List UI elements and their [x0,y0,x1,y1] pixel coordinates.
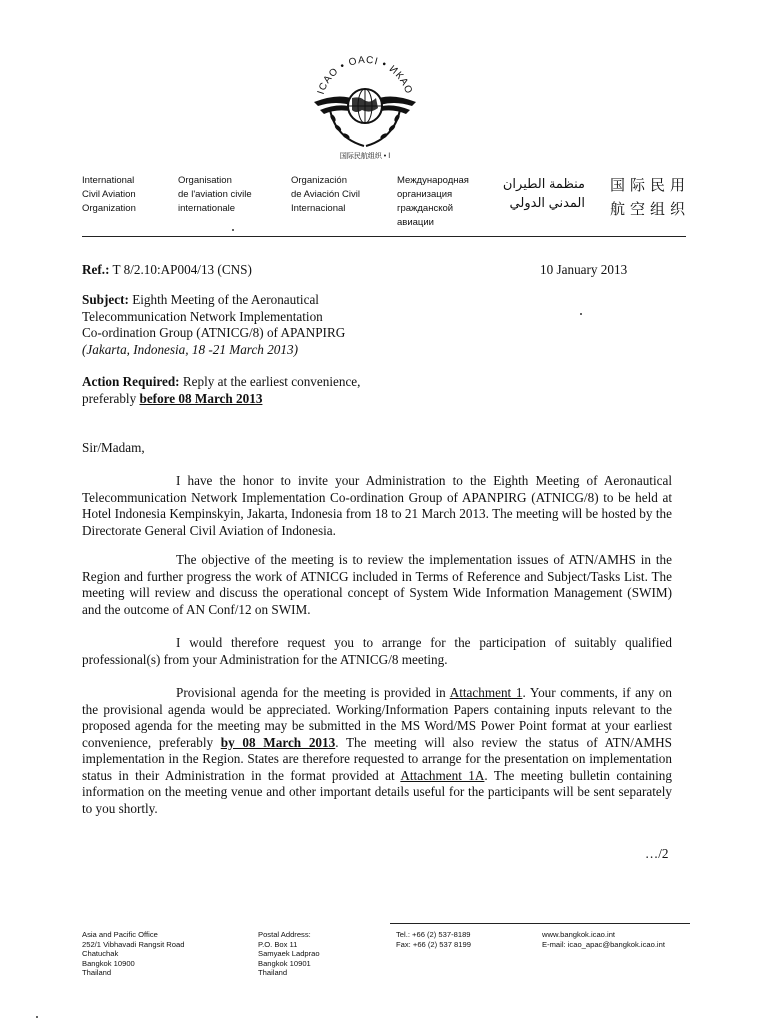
footer-line: Thailand [258,968,288,978]
org-line: internationale [178,203,236,214]
org-name-russian [397,174,469,230]
scan-speck [36,1016,38,1018]
reference-line [82,262,252,279]
footer-telephone-fax [396,930,471,949]
subject-line: Eighth Meeting of the Aeronautical [132,292,319,307]
website-link[interactable]: www.bangkok.icao.int [542,930,616,939]
subject-location: (Jakarta, Indonesia, 18 -21 March 2013) [82,341,298,357]
org-line: de Aviación Civil [291,189,361,200]
action-text: Reply at the earliest convenience, [182,374,361,389]
paragraph-objective: The objective of the meeting is to review the implementation issues of ATN/AMHS in the Region and further progress the work of ATNICG included in Terms of Reference and Subject/Tasks List. The meeting will review and discuss the operational concept of System Wide Information Management (SWIM) and the outcome of AN Conf/12 on SWIM. [82,552,672,617]
emblem-bottom-text: 国际民航组织 • ا [339,153,391,160]
para4-text: . Your comments, if any on the provisional agenda would be appreciated. Working/Information Papers containing inputs relevant to the proposed agenda for the meeting may be submitted in the MS Word/MS Power Point format at your earliest convenience, preferably [82,685,672,750]
org-name-arabic [497,174,585,212]
para4-text: . The meeting will also review the status of ATN/AMHS implementation in the Region. States are therefore requested to arrange for the presentation on implementation status in their Administration in the format provided at [82,734,672,783]
footer-line: Fax: +66 (2) 537 8199 [396,939,471,949]
org-line: de l'aviation civile [178,189,252,200]
header-divider [82,236,686,237]
action-text-2: preferably [82,390,137,406]
org-name-spanish [291,174,360,216]
org-name-chinese [610,174,690,222]
scan-speck [232,229,234,231]
subject-block [82,292,345,358]
paragraph-request: I would therefore request you to arrange for the participation of suitably qualified professional(s) from your Administration for the ATNICG/8 meeting. [82,635,672,667]
org-line: 国际民用 [610,177,691,194]
scan-speck [580,313,582,315]
org-line: Organization [82,203,136,214]
org-line: International [82,175,135,186]
org-line: организация [397,189,453,200]
org-line: المدني الدولي [509,195,585,210]
org-line: Organisation [178,175,232,186]
org-line: Organización [291,175,347,186]
action-label: Action Required: [82,374,180,389]
ref-label: Ref.: [82,262,110,277]
subject-line: Telecommunication Network Implementation [82,308,323,324]
footer-web-email [542,930,665,949]
letter-date: 10 January 2013 [540,262,628,277]
paragraph-invitation: I have the honor to invite your Administration to the Eighth Meeting of Aeronautical Telecommunication Network Implementation Co-ordination Group of APANPIRG (ATNICG/8) to be held at Hotel Indonesia Kempinskyin, Jakarta, Indonesia from 18 to 21 March 2013. The meeting will be hosted by the Directorate General Civil Aviation of Indonesia. [82,473,672,538]
emblem-text: ICAO • OACI • ИКАО [315,54,415,96]
ref-value: T 8/2.10:AP004/13 (CNS) [112,262,252,277]
action-deadline: before 08 March 2013 [139,390,263,406]
org-line: Civil Aviation [82,189,136,200]
footer-line: Chatuchak [82,949,119,959]
attachment-1a-link[interactable]: Attachment 1A [400,767,485,783]
paragraph-agenda [82,685,672,817]
attachment-1-link[interactable]: Attachment 1 [449,685,523,700]
subject-line: Co-ordination Group (ATNICG/8) of APANPIRG [82,325,346,340]
org-line: Internacional [291,203,346,214]
email-link[interactable]: E-mail: icao_apac@bangkok.icao.int [542,939,665,949]
org-line: Международная [397,175,469,186]
footer-line: P.O. Box 11 [258,939,298,949]
salutation: Sir/Madam, [82,440,145,455]
org-name-french [178,174,252,216]
footer-line: Tel.: +66 (2) 537-8189 [396,930,471,939]
footer-line: Bangkok 10901 [258,958,311,968]
footer-line: 252/1 Vibhavadi Rangsit Road [82,939,185,949]
subject-label: Subject: [82,292,129,307]
footer-line: Thailand [82,968,112,978]
org-line: 航空组织 [610,201,691,218]
para4-text: Provisional agenda for the meeting is provided in [176,685,446,700]
para4-text: . The meeting bulletin containing information on the meeting venue and other important details useful for the participants will be sent separately to you shortly. [82,767,672,816]
org-line: гражданской [397,203,454,214]
page-continuation: …/2 [645,846,669,861]
icao-emblem [300,40,430,165]
footer-postal-address [258,930,320,978]
submission-deadline: by 08 March 2013 [220,734,336,750]
org-line: авиации [397,217,434,228]
footer-line: Asia and Pacific Office [82,930,158,939]
footer-office-address [82,930,184,978]
footer-line: Postal Address: [258,930,311,939]
org-name-english [82,174,136,216]
footer-line: Bangkok 10900 [82,958,135,968]
footer-line: Samyaek Ladprao [258,949,320,959]
action-required-block [82,374,360,407]
footer-divider [390,923,690,924]
org-line: منظمة الطيران [502,176,585,191]
